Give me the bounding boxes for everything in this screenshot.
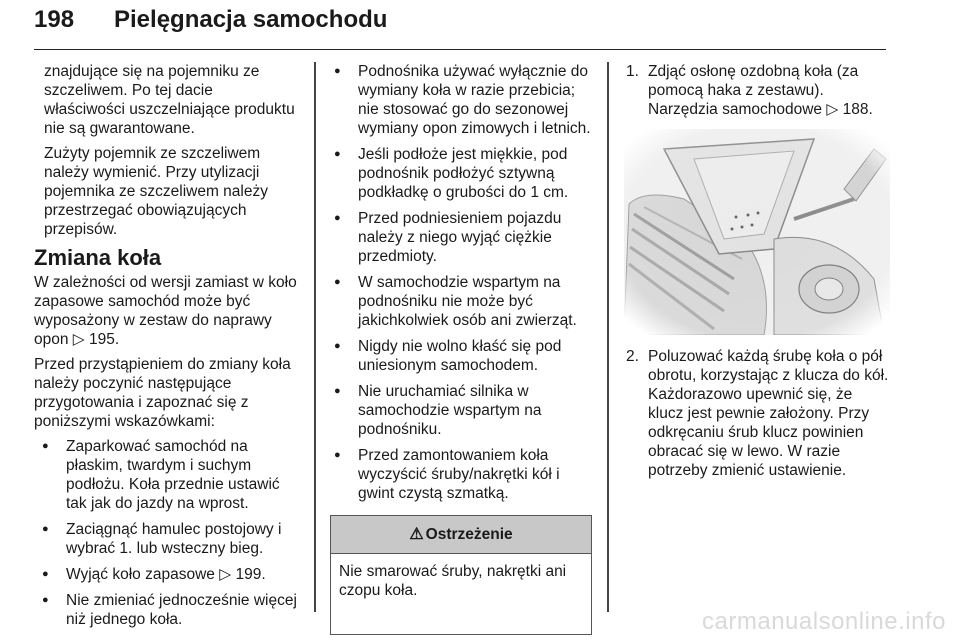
list-item: ● Nie zmieniać jednocześnie więcej niż jednego koła. bbox=[34, 591, 298, 629]
preparation-paragraph: Przed przystąpieniem do zmiany koła należy poczynić następujące przygotowania i zapoznać się z poniższymi wskazówkami: bbox=[34, 356, 291, 430]
steps-list bbox=[624, 62, 890, 119]
column-right bbox=[624, 62, 890, 480]
ref-arrow-icon: ▷ bbox=[219, 566, 232, 583]
disposal-paragraph: Zużyty pojemnik ze szczeliwem należy wymienić. Przy utylizacji pojemnika ze szczeliwem należy przestrzegać obowiązujących przepisów. bbox=[44, 145, 268, 238]
page-ref-link[interactable]: 199. bbox=[235, 566, 266, 583]
warning-header bbox=[331, 516, 591, 554]
list-item: ● Zaparkować samochód na płaskim, twardym i suchym podłożu. Koła przednie ustawić tak jak do jazdy na wprost. bbox=[34, 437, 298, 513]
list-item: ● W samochodzie wspartym na podnośniku nie może być jakichkolwiek osób ani zwierząt. bbox=[330, 273, 592, 330]
step-item: 2. Poluzować każdą śrubę koła o pół obrotu, korzystając z klucza do kół. Każdorazowo upewnić się, że klucz jest pewnie założony. Przy odkręcaniu śrub klucz powinien obracać się w lewo. W razie potrzeby zmienić ustawienie. bbox=[626, 348, 889, 479]
steps-list bbox=[624, 347, 890, 480]
warning-title: Ostrzeżenie bbox=[425, 526, 513, 543]
intro-paragraph: znajdujące się na pojemniku ze szczeliwem. Po tej dacie właściwości uszczelniające produktu nie są gwarantowane. bbox=[44, 63, 295, 137]
warning-box bbox=[330, 515, 592, 635]
column-divider bbox=[607, 62, 609, 612]
step-number: 2. bbox=[626, 348, 639, 365]
step-number: 1. bbox=[626, 63, 639, 80]
page-ref-link[interactable]: 188. bbox=[842, 101, 873, 118]
step-item: 1. Zdjąć osłonę ozdobną koła (za pomocą haka z zestawu). Narzędzia samochodowe ▷ 188. bbox=[626, 63, 873, 118]
page-ref-link[interactable]: 195. bbox=[89, 331, 120, 348]
spare-wheel-paragraph: W zależności od wersji zamiast w koło zapasowe samochód może być wyposażony w zestaw do naprawy opon ▷ 195. bbox=[34, 274, 297, 348]
watermark: carmanualsonline.info bbox=[702, 608, 946, 635]
column-left bbox=[34, 62, 298, 636]
list-item: ● Nigdy nie wolno kłaść się pod uniesionym samochodem. bbox=[330, 337, 592, 375]
safety-list bbox=[330, 62, 592, 503]
section-title: Pielęgnacja samochodu bbox=[114, 6, 388, 33]
list-item: ● Jeśli podłoże jest miękkie, pod podnośnik podłożyć sztywną podkładkę o grubości do 1 cm. bbox=[330, 145, 592, 202]
list-item: ● Przed zamontowaniem koła wyczyścić śruby/nakrętki kół i gwint czystą szmatką. bbox=[330, 446, 592, 503]
ref-arrow-icon: ▷ bbox=[826, 101, 839, 118]
list-item: ● Zaciągnąć hamulec postojowy i wybrać 1. lub wsteczny bieg. bbox=[34, 520, 298, 558]
wheel-illustration bbox=[624, 129, 890, 335]
ref-arrow-icon: ▷ bbox=[72, 331, 85, 348]
column-divider bbox=[314, 62, 316, 612]
warning-triangle-icon: ⚠ bbox=[409, 526, 424, 543]
preparation-list bbox=[34, 437, 298, 629]
warning-text: Nie smarować śruby, nakrętki ani czopu koła. bbox=[339, 563, 567, 599]
list-item: ● Podnośnika używać wyłącznie do wymiany koła w razie przebicia; nie stosować go do sezonowej wymiany opon zimowych i letnich. bbox=[330, 62, 592, 138]
list-item: ● Nie uruchamiać silnika w samochodzie wspartym na podnośniku. bbox=[330, 382, 592, 439]
list-item: ● Wyjąć koło zapasowe ▷ 199. bbox=[34, 565, 298, 584]
column-middle bbox=[330, 62, 592, 635]
page-number: 198 bbox=[34, 6, 75, 33]
page-header bbox=[34, 4, 886, 50]
wheel-change-heading: Zmiana koła bbox=[34, 245, 162, 270]
list-item: ● Przed podniesieniem pojazdu należy z niego wyjąć ciężkie przedmioty. bbox=[330, 209, 592, 266]
